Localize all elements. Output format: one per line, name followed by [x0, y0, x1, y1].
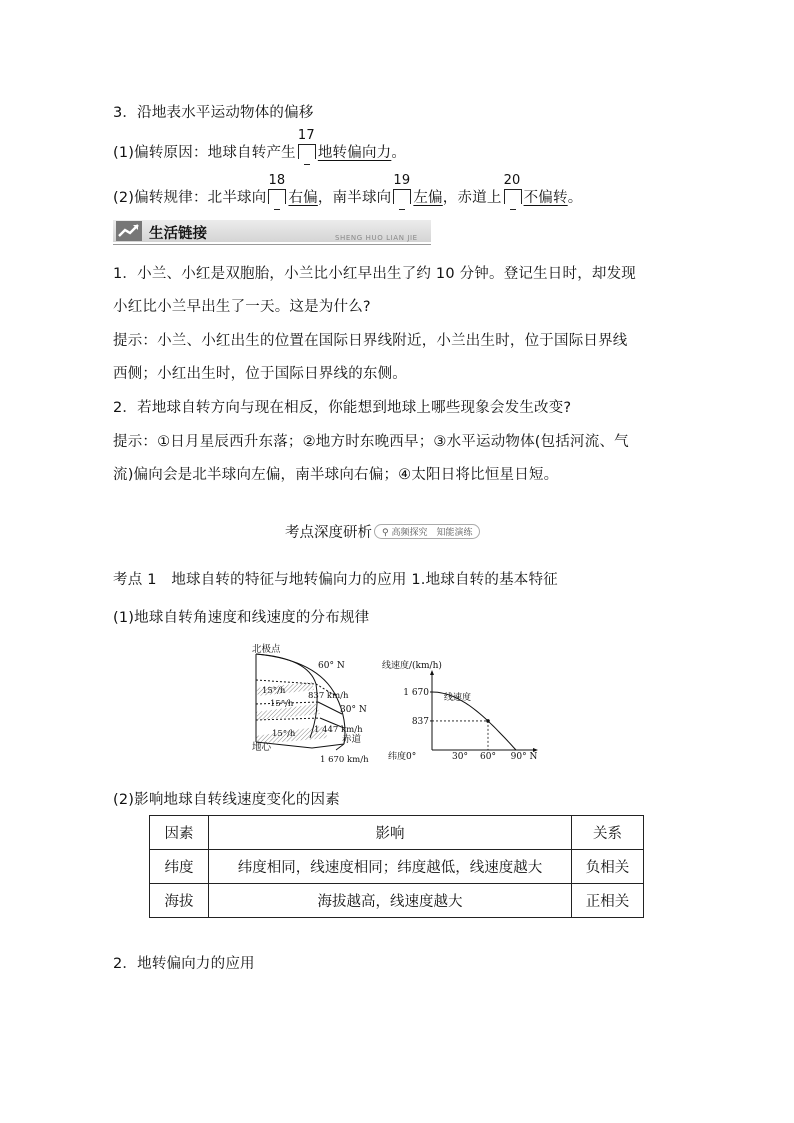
equator-label: 赤道 — [342, 734, 362, 745]
deflection-rule: (2)偏转规律：北半球向 18 右偏，南半球向 19 左偏，赤道上 20 不偏转。 — [113, 186, 582, 207]
x-tick-label: 90° N — [510, 752, 538, 762]
life-link-banner — [113, 220, 431, 246]
angular-speed-label-1: 15°/h — [262, 686, 286, 696]
deflection-cause: (1)偏转原因：地球自转产生 17 地转偏向力。 — [113, 141, 406, 162]
question-1-line-1: 1．小兰、小红是双胞胎，小兰比小红早出生了约 10 分钟。登记生日时，却发现 — [113, 266, 636, 282]
answer-1-line-1: 提示：小兰、小红出生的位置在国际日界线附近，小兰出生时，位于国际日界线 — [113, 333, 628, 349]
section-title: 考点深度研析 — [285, 525, 372, 541]
header-cell: 因素 — [150, 816, 209, 850]
angular-speed-label-2: 15°/h — [270, 699, 294, 709]
answer-2-line-2: 流)偏向会是北半球向左偏，南半球向右偏；④太阳日将比恒星日短。 — [113, 467, 559, 483]
answer-2-line-1: 提示：①日月星辰西升东落；②地方时东晚西早；③水平运动物体(包括河流、气 — [113, 434, 629, 450]
section-3-title: 3．沿地表水平运动物体的偏移 — [113, 105, 314, 121]
y-axis-label: 线速度/(km/h) — [382, 661, 442, 671]
header-cell: 关系 — [572, 816, 644, 850]
banner-title: 生活链接 — [149, 226, 207, 242]
section-2-title: 2．地转偏向力的应用 — [113, 956, 255, 972]
cause-answer: 地转偏向力 — [317, 145, 392, 161]
answer-blank-19[interactable]: 19 — [393, 189, 411, 204]
north-pole-label: 北极点 — [252, 644, 281, 655]
header-cell: 影响 — [209, 816, 572, 850]
y-tick-label: 837 — [411, 716, 429, 727]
table-row — [150, 850, 644, 884]
table-cell: 纬度 — [150, 850, 209, 884]
lat-60-label: 60° N — [318, 661, 345, 671]
answer-1-line-2: 西侧；小红出生时，位于国际日界线的东侧。 — [113, 366, 407, 382]
answer-blank-20[interactable]: 20 — [504, 189, 522, 204]
question-2: 2．若地球自转方向与现在相反，你能想到地球上哪些现象会发生改变? — [113, 400, 572, 416]
sub-heading-1: (1)地球自转角速度和线速度的分布规律 — [113, 610, 370, 626]
x-tick-label: 30° — [452, 752, 468, 762]
table-row — [150, 884, 644, 918]
question-1-line-2: 小红比小兰早出生了一天。这是为什么? — [113, 299, 371, 315]
x-tick-label: 0° — [406, 752, 417, 762]
section-heading — [285, 521, 480, 542]
search-icon: ⚲ — [382, 528, 389, 538]
angular-speed-label-3: 15°/h — [272, 729, 296, 739]
series-label: 线速度 — [444, 693, 472, 703]
equator-answer: 不偏转 — [523, 190, 568, 206]
answer-blank-17[interactable]: 17 — [298, 144, 316, 159]
table-cell: 正相关 — [572, 884, 644, 918]
table-header-row — [150, 816, 644, 850]
south-answer: 左偏 — [413, 190, 443, 206]
earth-center-label: 地心 — [252, 742, 272, 753]
key-point-1-heading: 考点 1 地球自转的特征与地转偏向力的应用 1.地球自转的基本特征 — [113, 572, 558, 588]
speed-0-label: 1 670 km/h — [320, 755, 369, 765]
banner-subtitle: SHENG HUO LIAN JIE — [335, 234, 418, 242]
table-cell: 纬度相同，线速度相同；纬度越低，线速度越大 — [209, 850, 572, 884]
table-cell: 海拔越高，线速度越大 — [209, 884, 572, 918]
section-tag: ⚲ 高频探究 知能演练 — [374, 524, 480, 539]
earth-rotation-figure — [248, 640, 378, 768]
x-axis-label: 纬度 — [388, 752, 407, 762]
cause-prefix: (1)偏转原因：地球自转产生 — [113, 145, 296, 161]
y-tick-label: 1 670 — [403, 688, 429, 698]
table-cell: 海拔 — [150, 884, 209, 918]
answer-blank-18[interactable]: 18 — [268, 189, 286, 204]
sub-heading-2: (2)影响地球自转线速度变化的因素 — [113, 792, 340, 808]
speed-30-label: 1 447 km/h — [314, 725, 363, 735]
data-point — [486, 719, 490, 723]
north-answer: 右偏 — [288, 190, 318, 206]
lat-30-label: 30° N — [340, 705, 367, 715]
linear-speed-chart — [382, 656, 542, 766]
trend-chart-icon — [116, 221, 142, 241]
x-tick-label: 60° — [480, 752, 496, 762]
speed-60-label: 837 km/h — [308, 691, 349, 701]
factor-table — [149, 815, 644, 918]
table-cell: 负相关 — [572, 850, 644, 884]
